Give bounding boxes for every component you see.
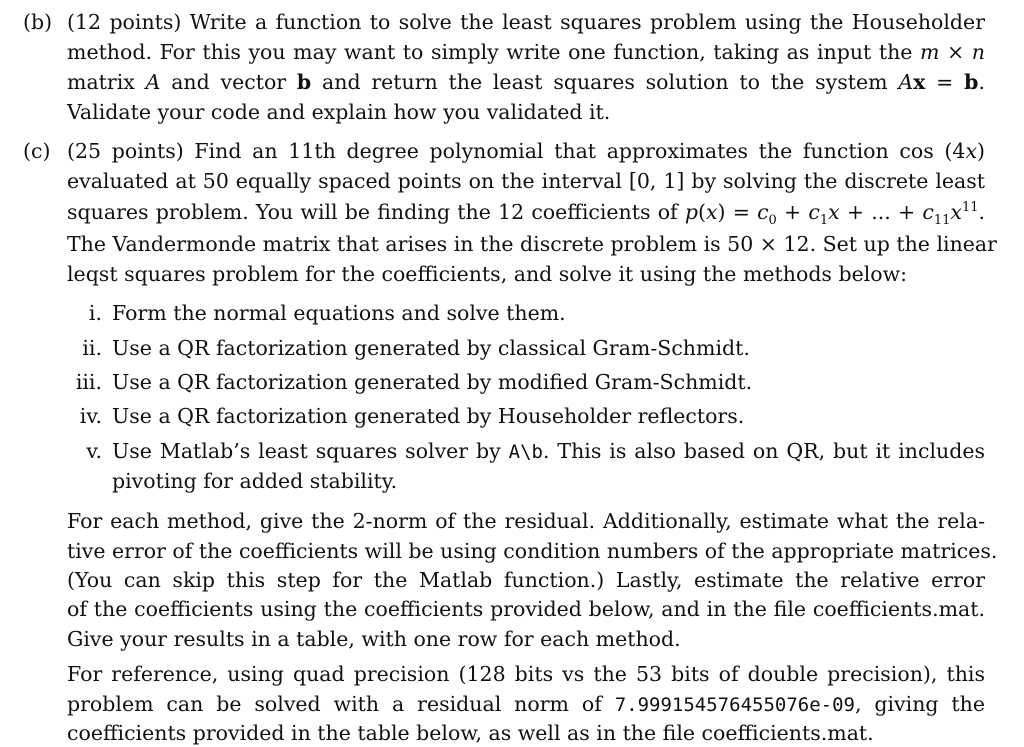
part-c-line-5: leqst squares problem for the coefficients, and solve it using the methods below: <box>67 262 908 286</box>
method-5-number: v. <box>86 439 102 463</box>
para3-line-3: coefficients provided in the table below, as well as in the file coefficients.mat. <box>67 721 874 745</box>
part-b-line-4: Validate your code and explain how you validated it. <box>67 100 611 124</box>
part-b-line-1: (12 points) Write a function to solve the least squares problem using the Householder <box>67 10 985 34</box>
para2-line-3: (You can skip this step for the Matlab function.) Lastly, estimate the relative error <box>67 568 985 592</box>
part-c-line-2: evaluated at 50 equally spaced points on the interval [0, 1] by solving the discrete least <box>67 169 985 193</box>
method-2-text: Use a QR factorization generated by classical Gram-Schmidt. <box>112 336 750 360</box>
part-c-label: (c) <box>23 139 51 163</box>
part-c-line-4: The Vandermonde matrix that arises in the discrete problem is 50 × 12. Set up the linear <box>67 232 997 256</box>
para3-line-1: For reference, using quad precision (128 bits vs the 53 bits of double precision), this <box>67 662 985 686</box>
method-4-text: Use a QR factorization generated by Householder reflectors. <box>112 404 745 428</box>
method-3-number: iii. <box>75 370 102 394</box>
part-b-label: (b) <box>23 10 53 34</box>
para2-line-1: For each method, give the 2-norm of the residual. Additionally, estimate what the rela- <box>67 509 985 533</box>
para3-line-2: problem can be solved with a residual norm of 7.999154576455076e-09, giving the <box>67 692 986 716</box>
part-c-line-3: squares problem. You will be finding the 12 coefficients of $p(x) = c_0 + c_1x$ + ... + $c_{11}x^{11}$. <box>67 199 986 228</box>
method-5-text: Use Matlab’s least squares solver by A\b. This is also based on QR, but it includes <box>112 439 985 463</box>
para2-line-2: tive error of the coefficients will be using condition numbers of the appropriate matrices. <box>67 539 998 563</box>
part-c-line-1: (25 points) Find an 11th degree polynomial that approximates the function cos (4x) <box>67 139 985 163</box>
para2-line-4: of the coefficients using the coefficients provided below, and in the file coefficients.mat. <box>67 597 985 621</box>
method-2-number: ii. <box>82 336 102 360</box>
method-5-continuation: pivoting for added stability. <box>112 469 398 493</box>
method-1-number: i. <box>88 301 102 325</box>
method-4-number: iv. <box>79 404 102 428</box>
part-b-line-3: matrix A and vector b and return the least squares solution to the system Ax = b. <box>67 70 985 94</box>
method-3-text: Use a QR factorization generated by modified Gram-Schmidt. <box>112 370 753 394</box>
method-1-text: Form the normal equations and solve them. <box>112 301 566 325</box>
para2-line-5: Give your results in a table, with one row for each method. <box>67 627 681 651</box>
part-b-line-2: method. For this you may want to simply write one function, taking as input the m × n <box>67 40 985 64</box>
